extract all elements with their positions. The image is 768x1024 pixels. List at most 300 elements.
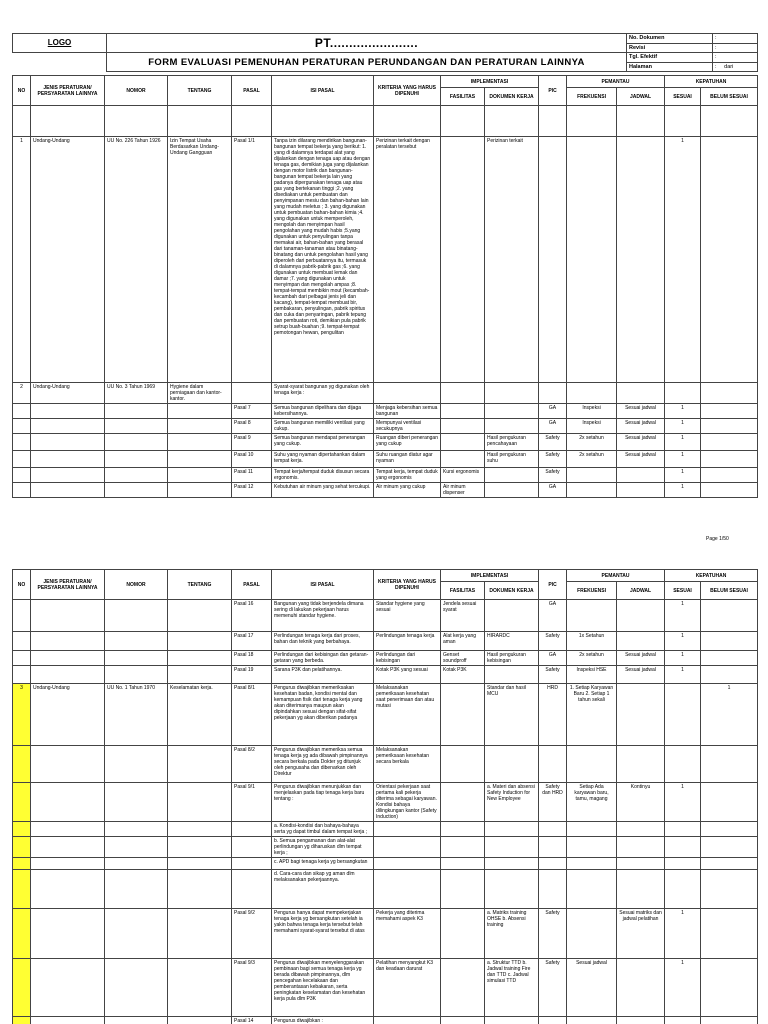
cell-dokumen [485,746,539,783]
cell-fasilitas [441,1017,485,1024]
cell-jadwal [617,468,665,483]
cell-jadwal [617,870,665,909]
cell-tentang: Hygiene dalam perniagaan dan kantor-kantor. [168,383,232,404]
cell-kriteria: Kotak P3K yang sesuai [374,666,441,684]
cell-jadwal [617,600,665,632]
cell-kriteria: Tempat kerja, tempat duduk yang ergonomis [374,468,441,483]
cell-belum [701,858,758,870]
col-header-implementasi: IMPLEMENTASI [441,76,539,88]
cell-no [13,959,31,1017]
cell-frekuensi: Inspeksi [567,419,617,434]
cell-empty [617,106,665,137]
table-row [13,600,758,632]
cell-pasal [232,822,272,837]
cell-isi: c. APD bagi tenaga kerja yg bersangkutan [272,858,374,870]
cell-belum [701,383,758,404]
cell-nomor [105,870,168,909]
cell-nomor [105,909,168,959]
cell-jadwal [617,632,665,651]
cell-belum [701,1017,758,1024]
cell-nomor [105,783,168,822]
col-header-pasal: PASAL [232,570,272,600]
cell-nomor [105,1017,168,1024]
cell-isi: Semua bangunan dipelihara dan dijaga kebersihannya. [272,404,374,419]
cell-jenis [31,651,105,666]
cell-frekuensi: Setiap Ada karyawan baru, tamu, magang [567,783,617,822]
cell-jenis: Undang-Undang [31,383,105,404]
cell-sesuai: 1 [665,651,701,666]
cell-jadwal [617,1017,665,1024]
table-row [13,684,758,746]
cell-belum [701,137,758,383]
cell-isi: d. Cara-cara dan sikap yg aman dlm melaksanakan pekerjaannya. [272,870,374,909]
col-header-pemantau: PEMANTAU [567,76,665,88]
table-row [13,483,758,498]
cell-jadwal [617,684,665,746]
cell-belum [701,404,758,419]
col-header-fasilitas: FASILITAS [441,582,485,600]
cell-pic [539,858,567,870]
cell-nomor [105,651,168,666]
cell-belum [701,468,758,483]
cell-tentang [168,600,232,632]
table-row [13,858,758,870]
table-row [13,746,758,783]
cell-sesuai: 1 [665,434,701,451]
cell-fasilitas [441,870,485,909]
cell-nomor: UU No. 1 Tahun 1970 [105,684,168,746]
cell-frekuensi: 2x setahun [567,434,617,451]
cell-fasilitas [441,383,485,404]
cell-belum [701,746,758,783]
cell-jadwal: Sesuai jadwal [617,666,665,684]
cell-belum [701,600,758,632]
cell-kriteria: Melaksanakan pemeriksaan kesehatan saat penerimaan dan atau mutasi [374,684,441,746]
cell-fasilitas [441,137,485,383]
cell-nomor [105,434,168,451]
cell-empty [232,106,272,137]
cell-dokumen [485,822,539,837]
table-row [13,404,758,419]
cell-frekuensi: Inspeksi HSE [567,666,617,684]
cell-tentang [168,419,232,434]
cell-belum [701,632,758,651]
cell-no [13,666,31,684]
cell-jenis [31,858,105,870]
cell-empty [272,106,374,137]
cell-fasilitas [441,783,485,822]
cell-sesuai: 1 [665,404,701,419]
cell-pic [539,137,567,383]
cell-empty [441,106,485,137]
cell-fasilitas [441,858,485,870]
cell-kriteria: Suhu ruangan diatur agar nyaman [374,451,441,468]
cell-pic [539,837,567,858]
cell-jenis [31,632,105,651]
col-header-kepatuhan: KEPATUHAN [665,570,758,582]
cell-kriteria [374,822,441,837]
table-row [13,419,758,434]
cell-sesuai: 1 [665,419,701,434]
table-row [13,451,758,468]
cell-kriteria: Perlindungan tenaga kerja [374,632,441,651]
cell-fasilitas [441,822,485,837]
cell-belum [701,870,758,909]
cell-pasal: Pasal 7 [232,404,272,419]
cell-isi: Perlindungan dari kebisingan dan getaran-getaran yang berbeda. [272,651,374,666]
meta-value: : dari [713,62,758,72]
cell-pic: Safety [539,909,567,959]
cell-kriteria [374,870,441,909]
cell-pic [539,746,567,783]
col-header-belum: BELUM SESUAI [701,582,758,600]
cell-jenis [31,909,105,959]
cell-sesuai [665,822,701,837]
cell-empty [31,106,105,137]
cell-dokumen [485,468,539,483]
cell-pasal: Pasal 10 [232,451,272,468]
cell-jenis [31,870,105,909]
cell-jenis [31,837,105,858]
col-header-pic: PIC [539,570,567,600]
col-header-jadwal: JADWAL [617,582,665,600]
cell-no [13,651,31,666]
cell-tentang [168,858,232,870]
cell-tentang [168,632,232,651]
meta-value: : [713,43,758,53]
cell-kriteria: Pelatihan menyangkut K3 dan keadaan darurat [374,959,441,1017]
col-header-isi: ISI PASAL [272,570,374,600]
cell-nomor: UU No. 226 Tahun 1926 [105,137,168,383]
cell-fasilitas [441,837,485,858]
table-row [13,651,758,666]
cell-jenis [31,783,105,822]
cell-sesuai [665,837,701,858]
cell-sesuai: 1 [665,909,701,959]
cell-tentang [168,837,232,858]
cell-belum [701,837,758,858]
col-header-jadwal: JADWAL [617,88,665,106]
cell-tentang: Keselamatan kerja. [168,684,232,746]
cell-dokumen: Hasil pengukuran kebisingan [485,651,539,666]
cell-belum: 1 [701,684,758,746]
cell-isi: Sarana P3K dan pelatihannya. [272,666,374,684]
col-header-kepatuhan: KEPATUHAN [665,76,758,88]
cell-tentang [168,404,232,419]
meta-value: : [713,53,758,63]
cell-nomor [105,632,168,651]
cell-nomor [105,822,168,837]
cell-pasal: Pasal 1/1 [232,137,272,383]
cell-jenis [31,434,105,451]
cell-no [13,483,31,498]
cell-frekuensi [567,837,617,858]
table-row [13,959,758,1017]
col-header-no: NO [13,570,31,600]
cell-fasilitas [441,404,485,419]
col-header-tentang: TENTANG [168,570,232,600]
cell-pasal [232,858,272,870]
cell-jadwal [617,959,665,1017]
cell-kriteria: Pekerja yang diterima memahami aspek K3 [374,909,441,959]
cell-sesuai: 1 [665,451,701,468]
col-header-kriteria: KRITERIA YANG HARUS DIPENUHI [374,76,441,106]
col-header-nomor: NOMOR [105,76,168,106]
cell-no: 1 [13,137,31,383]
cell-isi: Pengurus hanya dapat mempekerjakan tenaga kerja yg bersangkutan setelah ia yakin bahwa tenaga kerja tersebut telah memahami syarat-syarat tersebut di atas [272,909,374,959]
cell-jadwal: Sesuai jadwal [617,434,665,451]
cell-pasal: Pasal 11 [232,468,272,483]
cell-pic: GA [539,483,567,498]
col-header-pemantau: PEMANTAU [567,570,665,582]
table-row [13,870,758,909]
cell-jadwal: Sesuai jadwal [617,419,665,434]
cell-kriteria: Standar hygiene yang sesuai [374,600,441,632]
cell-jadwal [617,137,665,383]
col-header-tentang: TENTANG [168,76,232,106]
cell-sesuai [665,870,701,909]
cell-frekuensi [567,858,617,870]
cell-frekuensi [567,383,617,404]
cell-nomor: UU No. 3 Tahun 1969 [105,383,168,404]
cell-nomor [105,404,168,419]
cell-pic: Safety [539,451,567,468]
cell-no [13,600,31,632]
cell-jenis [31,419,105,434]
cell-no [13,404,31,419]
meta-label: Halaman [627,62,713,72]
cell-no [13,451,31,468]
cell-no [13,837,31,858]
cell-frekuensi [567,822,617,837]
cell-jenis [31,822,105,837]
col-header-nomor: NOMOR [105,570,168,600]
cell-tentang [168,483,232,498]
cell-no [13,858,31,870]
cell-belum [701,909,758,959]
col-header-fasilitas: FASILITAS [441,88,485,106]
cell-dokumen [485,383,539,404]
col-header-dokumen: DOKUMEN KERJA [485,88,539,106]
cell-jadwal: Sesuai jadwal [617,651,665,666]
logo: LOGO [13,34,107,53]
col-header-sesuai: SESUAI [665,88,701,106]
cell-dokumen: Perizinan terkait [485,137,539,383]
cell-frekuensi [567,468,617,483]
cell-jadwal [617,383,665,404]
table-row [13,468,758,483]
cell-dokumen [485,1017,539,1024]
cell-dokumen: Hasil pengukuran suhu [485,451,539,468]
cell-jadwal: Sesuai jadwal [617,404,665,419]
cell-frekuensi [567,483,617,498]
cell-dokumen [485,483,539,498]
cell-sesuai [665,858,701,870]
cell-tentang [168,666,232,684]
cell-nomor [105,858,168,870]
cell-fasilitas: Jendela sesuai syarat [441,600,485,632]
cell-pasal: Pasal 9/2 [232,909,272,959]
cell-dokumen [485,858,539,870]
cell-frekuensi: 2x setahun [567,651,617,666]
cell-pic: GA [539,651,567,666]
col-header-pasal: PASAL [232,76,272,106]
cell-empty [567,106,617,137]
cell-dokumen [485,600,539,632]
cell-sesuai: 1 [665,137,701,383]
cell-tentang [168,451,232,468]
cell-jenis [31,600,105,632]
col-header-frekuensi: FREKUENSI [567,582,617,600]
cell-pasal: Pasal 16 [232,600,272,632]
cell-tentang [168,959,232,1017]
cell-belum [701,483,758,498]
cell-nomor [105,666,168,684]
cell-no [13,909,31,959]
cell-fasilitas: Kursi ergonomis [441,468,485,483]
cell-fasilitas: Genset soundproff [441,651,485,666]
cell-no [13,632,31,651]
cell-kriteria: Orientasi pekerjaan saat pertama kali pekerja diterima sebagai karyawan. Kondisi bahaya dilingkungan kantor (Safety Induction) [374,783,441,822]
col-header-sesuai: SESUAI [665,582,701,600]
cell-empty [13,106,31,137]
cell-empty [701,106,758,137]
col-header-jenis: JENIS PERATURAN/ PERSYARATAN LAINNYA [31,570,105,600]
cell-frekuensi: Sesuai jadwal [567,959,617,1017]
cell-no [13,746,31,783]
meta-label: Tgl. Efektif [627,53,713,63]
cell-pic: GA [539,419,567,434]
cell-pic: HRD [539,684,567,746]
cell-dokumen: HIRARDC [485,632,539,651]
cell-no [13,783,31,822]
table-row [13,909,758,959]
cell-tentang [168,468,232,483]
cell-kriteria: Perlindungan dari kebisingan [374,651,441,666]
company-name: PT....................... [107,34,627,53]
cell-isi: Pengurus diwajibkan menyelenggarakan pembinaan bagi semua tenaga kerja yg berada dibawah pimpinannya, dlm pencegahan kecelakaan dan pemberantasan kebakaran, serta peningkatan keselamatan dan kesehatan kerja pula dlm P3K [272,959,374,1017]
cell-nomor [105,468,168,483]
cell-isi: Tanpa izin dilarang mendirikan bangunan-bangunan tempat bekerja yang berikut: 1. yang di dalamnya terdapat alat yang dijalankan dengan tenaga uap atau dengan tenaga gas, demikian juga yang dijalankan dengan motor listrik dan bangunan-bangunan tempat bekerja lain yang padanya dipergunakan tenaga uap atau gas yang bertekanan tinggi ;2. yang disediakan untuk pembuatan dan penyimpanan mesiu dan bahan-bahan lain yang mudah meletus ; 3. yang digunakan untuk pembuatan bahan-bahan kimia ;4. yang digunakan untuk memperoleh, mengolah dan menyimpan hasil pengolahan yang mudah habis ;5.yang digunakan untuk penyulingan tanpa memakai air, bahan-bahan yang berasal dari tanaman-tanaman atau binatang-binatang dan untuk pengolahan hasil yang diperoleh dari perbuatannya itu, termasuk di dalamnya pabrik-pabrik gas ;6. yang digunakan untuk membuat lemak dan damar ;7. yang digunakan untuk menyimpan dan mengolah ampas ;8. tempat-tempat membikin mout (kecambah-kecambah dari pelbagai jenis jeli dan kacang), tempat-tempat membuat bir, pembakaran, penyulingan, pabrik spiritus dan cuka dan penyaringan, pabrik tepung dan pembuatan roti, demikian pula pabrik setrup buah-buahan ;9. tempat-tempat pemotongan hewan, pengulitan [272,137,374,383]
cell-sesuai [665,1017,701,1024]
cell-jadwal [617,837,665,858]
table-row [13,137,758,383]
cell-belum [701,451,758,468]
cell-sesuai: 1 [665,600,701,632]
cell-frekuensi: 1. Setiap Karyawan Baru 2. Setiap 1 tahun sekali [567,684,617,746]
cell-belum [701,783,758,822]
cell-isi: Semua bangunan mendapat penerangan yang cukup. [272,434,374,451]
cell-belum [701,419,758,434]
cell-pasal [232,837,272,858]
cell-jenis [31,451,105,468]
cell-fasilitas [441,451,485,468]
meta-label: No. Dokumen [627,34,713,44]
regulation-table [12,75,758,498]
cell-fasilitas [441,959,485,1017]
cell-tentang [168,783,232,822]
cell-fasilitas [441,419,485,434]
cell-fasilitas [441,434,485,451]
cell-belum [701,666,758,684]
col-header-isi: ISI PASAL [272,76,374,106]
cell-pic [539,383,567,404]
table-row [13,383,758,404]
cell-jenis [31,1017,105,1024]
col-header-no: NO [13,76,31,106]
cell-jenis: Undang-Undang [31,684,105,746]
cell-frekuensi [567,600,617,632]
cell-jadwal: Kontinyu [617,783,665,822]
cell-sesuai [665,746,701,783]
table-row [13,434,758,451]
cell-empty [665,106,701,137]
table-row [13,632,758,651]
table-row-blank [13,106,758,137]
cell-sesuai: 1 [665,632,701,651]
cell-sesuai: 1 [665,483,701,498]
cell-dokumen: Standar dan hasil MCU [485,684,539,746]
cell-tentang [168,651,232,666]
cell-isi: Pengurus diwajibkan menunjukkan dan menjelaskan pada tiap tenaga kerja baru tentang : [272,783,374,822]
cell-pic: Safety dan HRD [539,783,567,822]
cell-no: 2 [13,383,31,404]
cell-isi: Pengurus diwajibkan memeriksa semua tenaga kerja yg ada dibawah pimpinannya secara berkala pada Dokter yg ditunjuk oleh pengusaha dan dibenarkan oleh Direktur [272,746,374,783]
form-title: FORM EVALUASI PEMENUHAN PERATURAN PERUNDANGAN DAN PERATURAN LAINNYA [107,53,627,72]
cell-kriteria: Ruangan diberi penerangan yang cukup [374,434,441,451]
cell-pasal: Pasal 9/3 [232,959,272,1017]
cell-fasilitas [441,909,485,959]
cell-no: 3 [13,684,31,746]
cell-pic [539,822,567,837]
cell-tentang [168,822,232,837]
cell-belum [701,959,758,1017]
cell-kriteria: Air minum yang cukup [374,483,441,498]
table-row [13,1017,758,1024]
cell-jadwal: Sesuai matriks dan jadwal pelatihan [617,909,665,959]
cell-pic [539,1017,567,1024]
cell-isi: b. Semua pengamanan dan alat-alat perlindungan yg diharuskan dlm tempat kerja ; [272,837,374,858]
table-row [13,666,758,684]
cell-fasilitas: Alat kerja yang aman [441,632,485,651]
col-header-implementasi: IMPLEMENTASI [441,570,539,582]
cell-nomor [105,959,168,1017]
col-header-frekuensi: FREKUENSI [567,88,617,106]
cell-dokumen: Hasil pengukuran pencahayaan [485,434,539,451]
cell-pasal: Pasal 8 [232,419,272,434]
document-page-2 [0,569,768,1024]
col-header-kriteria: KRITERIA YANG HARUS DIPENUHI [374,570,441,600]
cell-sesuai [665,684,701,746]
cell-sesuai [665,383,701,404]
cell-no [13,822,31,837]
cell-pic: Safety [539,468,567,483]
cell-jadwal: Sesuai jadwal [617,451,665,468]
meta-value: : [713,34,758,44]
cell-empty [105,106,168,137]
cell-jadwal [617,858,665,870]
cell-belum [701,651,758,666]
cell-dokumen [485,870,539,909]
cell-tentang [168,1017,232,1024]
cell-no [13,419,31,434]
cell-frekuensi [567,870,617,909]
cell-frekuensi [567,137,617,383]
cell-kriteria [374,383,441,404]
cell-isi: Suhu yang nyaman dipertahankan dalam tempat kerja. [272,451,374,468]
cell-jenis [31,959,105,1017]
cell-pasal: Pasal 8/1 [232,684,272,746]
